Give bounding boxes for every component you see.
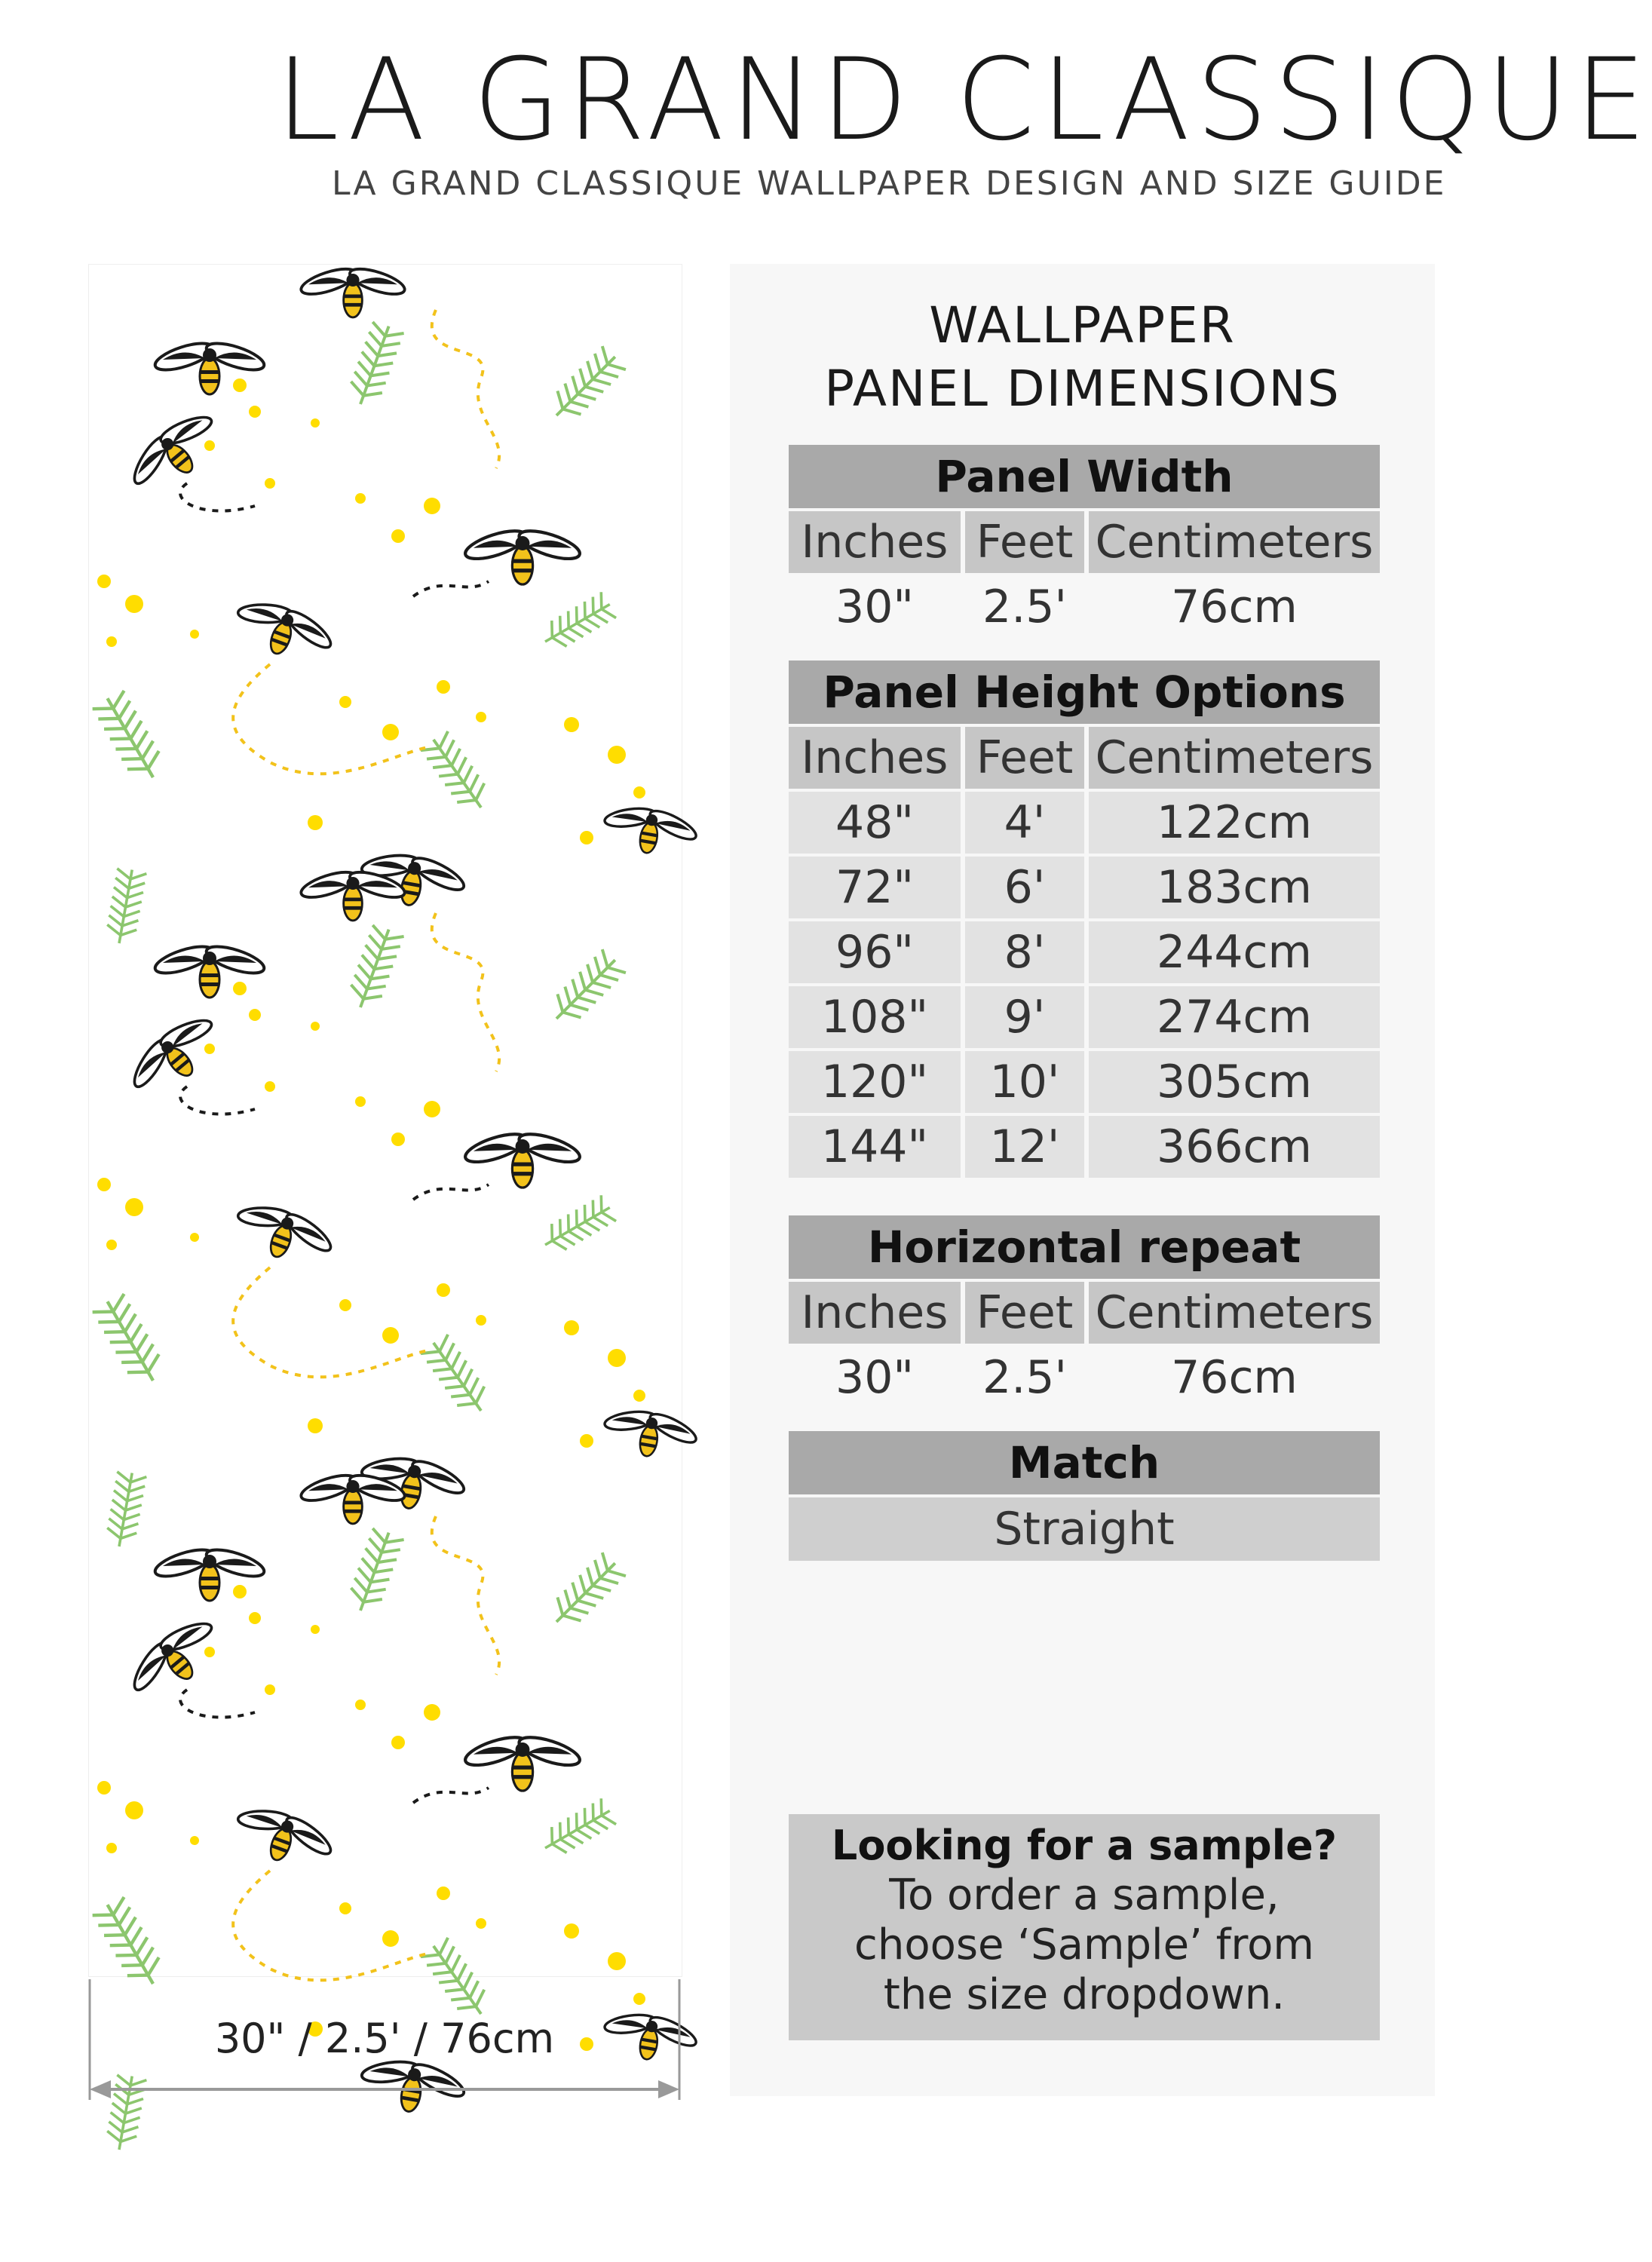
table-row: 120" 10' 305cm	[789, 1051, 1380, 1113]
unit-inches: Inches	[789, 727, 961, 789]
panel-width-table	[789, 445, 1380, 638]
pollen-dot	[339, 696, 351, 708]
pollen-dot	[608, 746, 626, 764]
pollen-dot	[633, 786, 645, 798]
horizontal-repeat-header: Horizontal repeat	[789, 1215, 1380, 1279]
table-row: 96" 8' 244cm	[789, 921, 1380, 983]
pollen-dot	[424, 1704, 440, 1721]
pollen-dot	[339, 1299, 351, 1311]
flight-trail	[432, 310, 499, 468]
width-inches: 30"	[835, 581, 914, 633]
pollen-dot	[233, 1585, 247, 1598]
flight-trail	[432, 1516, 499, 1675]
bee-icon	[118, 1002, 230, 1108]
panel-height-header: Panel Height Options	[789, 661, 1380, 724]
pollen-dot	[437, 1283, 450, 1297]
mimosa-leaf-icon	[345, 924, 404, 1013]
mimosa-leaf-icon	[420, 730, 495, 817]
bee-icon	[462, 1732, 583, 1791]
pollen-dot	[190, 630, 199, 639]
sample-info-box	[789, 1814, 1380, 2040]
pollen-dot	[424, 1101, 440, 1117]
pollen-dot	[608, 1349, 626, 1367]
flight-trail	[233, 1871, 428, 1980]
bee-icon	[227, 1795, 342, 1877]
bee-icon	[118, 1605, 230, 1711]
pollen-dot	[476, 712, 486, 722]
brand-title: LA GRAND CLASSIQUE	[276, 35, 1652, 166]
mimosa-leaf-icon	[92, 1896, 169, 1993]
pollen-dot	[391, 529, 405, 543]
pollen-dot	[355, 1700, 366, 1710]
pollen-dot	[204, 1044, 215, 1054]
panel-height-table	[789, 661, 1380, 1178]
mimosa-leaf-icon	[538, 591, 618, 654]
pollen-dot	[476, 1918, 486, 1929]
match-value: Straight	[789, 1497, 1380, 1561]
pollen-dot	[564, 717, 579, 732]
pollen-dot	[308, 1418, 323, 1433]
pollen-dot	[125, 1801, 143, 1819]
pollen-dot	[265, 1684, 275, 1695]
bee-icon	[462, 526, 583, 584]
pollen-dot	[355, 1096, 366, 1107]
pollen-dot	[106, 1843, 117, 1853]
pollen-dot	[125, 595, 143, 613]
pollen-dot	[106, 636, 117, 647]
mimosa-leaf-icon	[544, 1552, 627, 1634]
pollen-dot	[311, 418, 320, 428]
pollen-dot	[424, 498, 440, 514]
unit-inches: Inches	[789, 511, 961, 573]
unit-centimeters: Centimeters	[1089, 511, 1380, 573]
mimosa-leaf-icon	[345, 320, 404, 409]
table-row: 48" 4' 122cm	[789, 792, 1380, 854]
pollen-dot	[382, 724, 399, 740]
bee-icon	[598, 797, 702, 861]
pollen-dot	[633, 1390, 645, 1402]
bee-icon	[462, 1129, 583, 1188]
mimosa-leaf-icon	[105, 867, 147, 946]
bee-icon	[227, 1191, 342, 1274]
pollen-dot	[97, 1781, 111, 1795]
pollen-dot	[391, 1736, 405, 1749]
bee-icon	[152, 338, 267, 394]
unit-centimeters: Centimeters	[1089, 727, 1380, 789]
panel-title: WALLPAPER PANEL DIMENSIONS	[824, 296, 1341, 418]
dimensions-panel	[730, 264, 1435, 2096]
pollen-dot	[355, 493, 366, 504]
mimosa-leaf-icon	[105, 1470, 147, 1549]
pollen-dot	[204, 440, 215, 451]
pollen-dot	[391, 1133, 405, 1146]
pollen-dot	[580, 831, 593, 844]
table-row: 108" 9' 274cm	[789, 986, 1380, 1048]
pollen-dot	[97, 575, 111, 588]
bee-pattern-illustration	[89, 265, 682, 1976]
pollen-dot	[233, 982, 247, 995]
width-dimension-label: 30" / 2.5' / 76cm	[214, 2015, 555, 2062]
unit-feet: Feet	[965, 1282, 1084, 1344]
bee-icon	[152, 941, 267, 998]
flight-trail	[233, 1267, 428, 1377]
pollen-dot	[382, 1930, 399, 1947]
sample-question: Looking for a sample?	[831, 1822, 1338, 1869]
pollen-dot	[311, 1625, 320, 1634]
width-cm: 76cm	[1171, 581, 1298, 633]
mimosa-leaf-icon	[544, 345, 627, 428]
pollen-dot	[476, 1315, 486, 1326]
bee-icon	[227, 588, 342, 671]
repeat-inches: 30"	[835, 1351, 914, 1404]
mimosa-leaf-icon	[420, 1333, 495, 1420]
pollen-dot	[311, 1022, 320, 1031]
mimosa-leaf-icon	[544, 949, 627, 1031]
repeat-cm: 76cm	[1171, 1351, 1298, 1404]
match-header: Match	[789, 1431, 1380, 1494]
pollen-dot	[382, 1327, 399, 1344]
pollen-dot	[608, 1952, 626, 1970]
pollen-dot	[190, 1836, 199, 1845]
pollen-dot	[580, 1434, 593, 1448]
pollen-dot	[249, 1009, 261, 1021]
unit-feet: Feet	[965, 727, 1084, 789]
pollen-dot	[249, 406, 261, 418]
bee-icon	[299, 264, 408, 317]
horizontal-repeat-table	[789, 1215, 1380, 1408]
pollen-dot	[265, 478, 275, 489]
unit-centimeters: Centimeters	[1089, 1282, 1380, 1344]
table-row: 72" 6' 183cm	[789, 857, 1380, 918]
wallpaper-preview	[88, 264, 682, 1977]
panel-width-header: Panel Width	[789, 445, 1380, 508]
pollen-dot	[437, 680, 450, 694]
pollen-dot	[564, 1923, 579, 1939]
unit-inches: Inches	[789, 1282, 961, 1344]
match-table	[789, 1431, 1380, 1561]
pollen-dot	[204, 1647, 215, 1657]
pollen-dot	[437, 1887, 450, 1900]
unit-feet: Feet	[965, 511, 1084, 573]
bee-icon	[598, 1400, 702, 1464]
pollen-dot	[190, 1233, 199, 1242]
pollen-dot	[249, 1612, 261, 1624]
bee-icon	[152, 1544, 267, 1601]
pollen-dot	[97, 1178, 111, 1191]
mimosa-leaf-icon	[92, 689, 169, 786]
mimosa-leaf-icon	[92, 1292, 169, 1390]
repeat-feet: 2.5'	[982, 1351, 1067, 1404]
pollen-dot	[106, 1240, 117, 1250]
pollen-dot	[265, 1081, 275, 1092]
pollen-dot	[125, 1198, 143, 1216]
width-feet: 2.5'	[982, 581, 1067, 633]
flight-trail	[432, 913, 499, 1071]
pollen-dot	[564, 1320, 579, 1335]
table-row: 144" 12' 366cm	[789, 1116, 1380, 1178]
mimosa-leaf-icon	[345, 1527, 404, 1616]
pollen-dot	[308, 815, 323, 830]
pollen-dot	[233, 379, 247, 392]
mimosa-leaf-icon	[538, 1798, 618, 1861]
pollen-dot	[339, 1902, 351, 1914]
bee-icon	[118, 399, 230, 504]
flight-trail	[233, 664, 428, 774]
brand-tagline: LA GRAND CLASSIQUE WALLPAPER DESIGN AND SIZE GUIDE	[332, 164, 1447, 203]
mimosa-leaf-icon	[538, 1194, 618, 1258]
sample-instructions: To order a sample, choose ‘Sample’ from the size dropdown.	[854, 1871, 1314, 2019]
